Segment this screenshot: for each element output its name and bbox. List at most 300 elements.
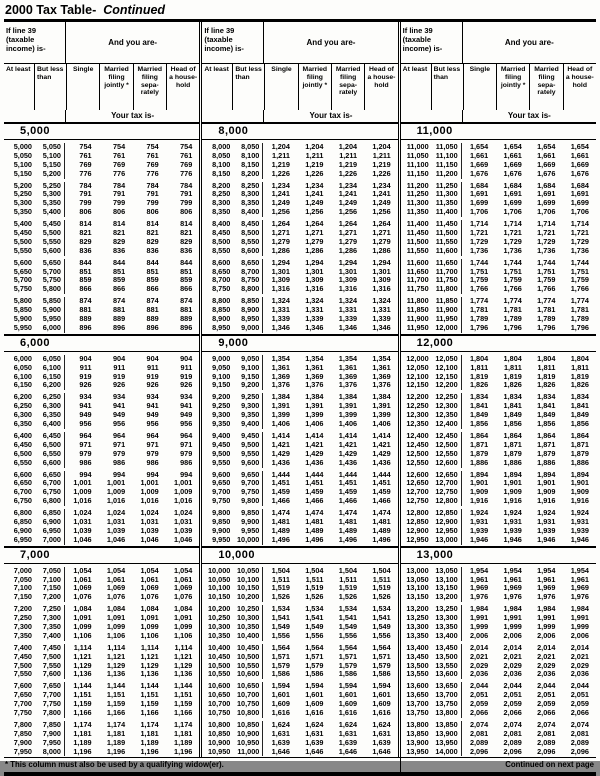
tax-amount-cell: 1,586	[338, 669, 358, 679]
tax-amount-cell: 1,654	[461, 143, 496, 152]
at-least-cell: 11,800	[406, 296, 429, 306]
tax-amount-cell: 2,089	[461, 739, 496, 748]
tax-amount-cell: 1,594	[305, 681, 324, 691]
tax-amount-cell: 1,174	[174, 719, 193, 729]
tax-amount-cell: 1,616	[305, 707, 324, 717]
tax-amount-cell: 2,044	[461, 682, 496, 691]
tax-amount-cell: 1,414	[262, 432, 297, 441]
income-header-label: If line 39 (taxable income) is-	[4, 22, 66, 63]
but-less-than-cell: 10,150	[237, 583, 260, 593]
at-least-cell: 8,300	[212, 198, 231, 208]
but-less-than-cell: 11,900	[435, 305, 458, 315]
tax-amount-cell: 1,646	[305, 746, 324, 756]
tax-amount-cell: 1,841	[461, 402, 496, 411]
tax-amount-cell: 1,564	[262, 644, 297, 653]
section-label: 12,000	[401, 334, 596, 352]
table-row	[4, 614, 199, 623]
tax-amount-cell: 1,879	[570, 448, 589, 458]
tax-amount-cell: 761	[146, 150, 159, 160]
tax-amount-cell: 1,849	[461, 411, 496, 420]
tax-amount-cell: 2,021	[461, 653, 496, 662]
but-less-than-cell: 10,650	[237, 681, 260, 691]
at-least-cell: 13,000	[406, 565, 429, 575]
at-least-cell: 5,250	[13, 189, 32, 199]
at-least-cell: 6,350	[13, 419, 32, 429]
tax-amount-cell: 1,144	[140, 681, 159, 691]
but-less-than-cell: 13,150	[435, 583, 458, 593]
tax-amount-cell: 1,436	[372, 457, 391, 467]
at-least-cell: 7,750	[13, 707, 32, 717]
tax-amount-cell: 1,369	[338, 371, 358, 381]
tax-amount-cell: 851	[180, 266, 193, 276]
tax-amount-cell: 1,796	[461, 324, 496, 333]
at-least-cell: 7,800	[13, 719, 32, 729]
table-row	[4, 285, 199, 294]
tax-amount-cell: 979	[112, 448, 126, 458]
table-row	[401, 518, 596, 527]
at-least-cell: 10,000	[208, 565, 231, 575]
but-less-than-cell: 6,800	[42, 496, 61, 506]
tax-amount-cell: 1,954	[537, 565, 556, 575]
tax-amount-cell: 1,001	[140, 478, 159, 488]
tax-amount-cell: 1,886	[503, 457, 522, 467]
at-least-cell: 7,250	[13, 613, 32, 623]
tax-amount-cell: 1,631	[262, 730, 297, 739]
tax-amount-cell: 1,924	[570, 508, 589, 518]
tax-amount-cell: 1,459	[372, 487, 391, 497]
table-row	[4, 632, 199, 641]
but-less-than-cell: 10,000	[237, 534, 260, 544]
table-row	[4, 381, 199, 390]
tax-amount-cell: 2,089	[537, 737, 556, 747]
but-less-than-cell: 5,050	[42, 142, 61, 151]
but-less-than-cell: 6,500	[42, 439, 61, 449]
but-less-than-cell: 9,400	[241, 419, 260, 429]
but-less-than-cell: 7,200	[42, 592, 61, 602]
at-least-cell: 8,550	[212, 245, 231, 255]
tax-amount-cell: 1,391	[372, 401, 391, 411]
tax-amount-cell: 979	[180, 448, 193, 458]
tax-amount-cell: 1,001	[174, 478, 193, 488]
tax-amount-cell: 934	[112, 392, 126, 402]
tax-amount-cell: 1,991	[537, 613, 556, 623]
tax-amount-cell: 1,369	[372, 371, 391, 381]
tax-amount-cell: 1,744	[537, 257, 556, 267]
tax-amount-cell: 1,894	[537, 469, 556, 479]
tax-amount-cell: 874	[112, 296, 126, 306]
table-row	[202, 324, 397, 333]
tax-amount-cell: 1,451	[305, 478, 324, 488]
but-less-than-cell: 5,700	[42, 266, 61, 276]
tax-amount-cell: 994	[64, 471, 99, 480]
tax-amount-cell: 1,676	[503, 168, 522, 178]
tax-amount-cell: 1,691	[461, 190, 496, 199]
table-row	[4, 488, 199, 497]
at-least-cell: 10,950	[208, 746, 231, 756]
tax-amount-cell: 956	[146, 419, 159, 429]
tax-amount-cell: 1,886	[461, 459, 496, 468]
but-less-than-cell: 11,200	[435, 168, 458, 178]
but-less-than-cell: 5,350	[42, 198, 61, 208]
but-less-than-cell: 6,700	[42, 478, 61, 488]
tax-amount-cell: 1,594	[338, 681, 358, 691]
tax-amount-cell: 1,916	[570, 496, 589, 506]
table-row	[202, 247, 397, 256]
table-row	[202, 605, 397, 614]
tax-amount-cell: 1,991	[503, 613, 522, 623]
tax-amount-cell: 1,339	[372, 314, 391, 324]
tax-amount-cell: 1,819	[537, 371, 556, 381]
tax-amount-cell: 1,481	[338, 516, 358, 526]
tax-amount-cell: 1,009	[174, 487, 193, 497]
but-less-than-cell: 7,950	[42, 737, 61, 747]
tax-amount-cell: 859	[64, 276, 99, 285]
tax-amount-cell: 1,121	[64, 653, 99, 662]
tax-amount-cell: 964	[146, 430, 159, 440]
table-row	[401, 450, 596, 459]
tax-amount-cell: 776	[64, 170, 99, 179]
tax-amount-cell: 1,564	[372, 642, 391, 652]
tax-amount-cell: 986	[180, 457, 193, 467]
but-less-than-cell: 9,900	[241, 516, 260, 526]
but-less-than-cell: 7,750	[42, 699, 61, 709]
but-less-than-cell: 5,950	[42, 314, 61, 324]
tax-amount-cell: 1,354	[372, 353, 391, 363]
but-less-than-cell: 5,750	[42, 275, 61, 285]
table-column-group	[398, 22, 596, 757]
tax-amount-cell: 1,039	[174, 525, 193, 535]
tax-amount-cell: 1,946	[570, 534, 589, 544]
tax-amount-cell: 1,286	[338, 245, 358, 255]
tax-amount-cell: 1,534	[372, 604, 391, 614]
at-least-cell: 12,100	[406, 371, 429, 381]
at-least-cell: 8,000	[212, 142, 231, 151]
tax-amount-cell: 1,399	[305, 410, 324, 420]
table-row	[401, 536, 596, 545]
tax-amount-cell: 1,024	[140, 508, 159, 518]
at-least-cell: 8,700	[212, 275, 231, 285]
but-less-than-cell: 11,850	[435, 296, 458, 306]
table-row	[202, 593, 397, 602]
tax-amount-cell: 971	[146, 439, 159, 449]
tax-amount-cell: 1,489	[262, 527, 297, 536]
tax-amount-cell: 1,204	[338, 142, 358, 151]
at-least-cell: 7,900	[13, 737, 32, 747]
at-least-cell: 9,400	[212, 430, 231, 440]
tax-amount-cell: 1,159	[64, 700, 99, 709]
at-least-cell: 10,500	[208, 660, 231, 670]
at-least-cell: 6,550	[13, 457, 32, 467]
tax-amount-cell: 1,571	[372, 651, 391, 661]
tax-amount-cell: 1,879	[503, 448, 522, 458]
but-less-than-cell: 8,300	[241, 189, 260, 199]
at-least-cell: 11,750	[406, 284, 429, 294]
but-less-than-cell: 8,750	[241, 275, 260, 285]
at-least-cell: 11,950	[406, 322, 429, 332]
table-row	[401, 190, 596, 199]
table-row	[401, 691, 596, 700]
at-least-cell: 10,700	[208, 699, 231, 709]
table-row	[401, 497, 596, 506]
at-least-cell: 5,950	[13, 322, 32, 332]
tax-amount-cell: 1,301	[305, 266, 324, 276]
tax-amount-cell: 2,029	[503, 660, 522, 670]
tax-amount-cell: 1,924	[503, 508, 522, 518]
tax-amount-cell: 1,166	[174, 707, 193, 717]
tax-amount-cell: 1,301	[372, 266, 391, 276]
table-row	[401, 268, 596, 277]
tax-amount-cell: 1,789	[503, 314, 522, 324]
tax-amount-cell: 1,631	[338, 728, 358, 738]
table-row	[202, 393, 397, 402]
tax-amount-cell: 1,196	[64, 748, 99, 757]
tax-amount-cell: 986	[146, 457, 159, 467]
tax-amount-cell: 1,789	[461, 315, 496, 324]
tax-amount-cell: 1,106	[106, 630, 126, 640]
table-row	[202, 364, 397, 373]
tax-amount-cell: 1,496	[338, 534, 358, 544]
tax-amount-cell: 1,076	[106, 592, 126, 602]
tax-amount-cell: 1,849	[570, 410, 589, 420]
tax-amount-cell: 1,084	[64, 605, 99, 614]
tax-amount-cell: 1,114	[140, 642, 159, 652]
table-row	[4, 593, 199, 602]
but-less-than-cell: 13,300	[435, 613, 458, 623]
tax-amount-cell: 1,789	[570, 314, 589, 324]
tax-amount-cell: 1,384	[305, 392, 324, 402]
but-less-than-cell: 7,400	[42, 630, 61, 640]
tax-amount-cell: 1,286	[262, 247, 297, 256]
but-less-than-cell: 12,250	[435, 392, 458, 402]
table-row	[401, 259, 596, 268]
but-less-than-cell: 8,150	[241, 159, 260, 169]
tax-amount-cell: 1,879	[537, 448, 556, 458]
tax-amount-cell: 1,016	[174, 496, 193, 506]
tax-amount-cell: 1,804	[537, 353, 556, 363]
at-least-cell: 5,000	[13, 142, 32, 151]
but-less-than-cell: 8,800	[241, 284, 260, 294]
tax-amount-cell: 956	[112, 419, 126, 429]
table-row	[202, 381, 397, 390]
table-row	[202, 518, 397, 527]
table-row	[401, 605, 596, 614]
but-less-than-cell: 8,850	[241, 296, 260, 306]
tax-amount-cell: 1,399	[372, 410, 391, 420]
at-least-cell: 9,550	[212, 457, 231, 467]
tax-amount-cell: 1,616	[338, 707, 358, 717]
table-row	[401, 355, 596, 364]
at-least-cell: 6,750	[13, 496, 32, 506]
tax-amount-cell: 1,136	[174, 669, 193, 679]
table-row	[202, 259, 397, 268]
tax-amount-cell: 1,474	[305, 508, 324, 518]
but-less-than-cell: 10,550	[237, 660, 260, 670]
but-less-than-cell: 8,650	[241, 257, 260, 267]
table-row	[4, 691, 199, 700]
tax-amount-cell: 1,354	[338, 353, 358, 363]
tax-amount-cell: 1,331	[372, 305, 391, 315]
but-less-than-cell: 6,000	[42, 322, 61, 332]
table-row	[4, 605, 199, 614]
tax-amount-cell: 1,159	[174, 699, 193, 709]
tax-amount-cell: 1,774	[461, 297, 496, 306]
table-row	[4, 709, 199, 718]
table-row	[401, 381, 596, 390]
tax-amount-cell: 1,909	[461, 488, 496, 497]
table-row	[202, 709, 397, 718]
tax-amount-cell: 1,339	[305, 314, 324, 324]
tax-amount-cell: 1,031	[140, 516, 159, 526]
tax-amount-cell: 1,669	[503, 159, 522, 169]
tax-amount-cell: 821	[146, 228, 159, 238]
at-least-cell: 6,600	[13, 469, 32, 479]
tax-amount-cell: 1,601	[262, 691, 297, 700]
table-row	[202, 306, 397, 315]
at-least-cell: 9,750	[212, 496, 231, 506]
at-least-cell: 10,850	[208, 728, 231, 738]
tax-amount-cell: 1,901	[461, 479, 496, 488]
tax-amount-cell: 1,894	[570, 469, 589, 479]
at-least-cell: 8,750	[212, 284, 231, 294]
table-row	[401, 285, 596, 294]
table-row	[401, 584, 596, 593]
tax-amount-cell: 1,174	[106, 719, 126, 729]
at-least-cell: 6,650	[13, 478, 32, 488]
tax-amount-cell: 1,751	[503, 266, 522, 276]
tax-amount-cell: 1,834	[537, 392, 556, 402]
table-row	[401, 247, 596, 256]
tax-amount-cell: 1,999	[537, 621, 556, 631]
tax-amount-cell: 1,781	[503, 305, 522, 315]
tax-amount-cell: 2,096	[461, 748, 496, 757]
tax-amount-cell: 1,226	[372, 168, 391, 178]
tax-amount-cell: 1,264	[372, 219, 391, 229]
but-less-than-cell: 6,850	[42, 508, 61, 518]
tax-amount-cell: 814	[180, 219, 193, 229]
tax-amount-cell: 1,804	[570, 353, 589, 363]
but-less-than-cell: 10,950	[237, 737, 260, 747]
table-row	[202, 220, 397, 229]
tax-amount-cell: 1,346	[262, 324, 297, 333]
tax-amount-cell: 1,549	[305, 621, 324, 631]
table-row	[4, 268, 199, 277]
tax-amount-cell: 874	[146, 296, 159, 306]
tax-amount-cell: 1,819	[570, 371, 589, 381]
tax-amount-cell: 911	[113, 362, 126, 372]
tax-amount-cell: 926	[64, 381, 99, 390]
tax-amount-cell: 1,601	[338, 690, 358, 700]
but-less-than-cell: 5,650	[42, 257, 61, 267]
table-row	[401, 471, 596, 480]
at-least-cell: 9,950	[212, 534, 231, 544]
at-least-cell: 8,800	[212, 296, 231, 306]
at-least-cell: 5,450	[13, 228, 32, 238]
tax-amount-cell: 2,051	[537, 690, 556, 700]
at-least-cell: 7,700	[13, 699, 32, 709]
tax-amount-cell: 1,579	[305, 660, 324, 670]
table-row	[202, 488, 397, 497]
tax-amount-cell: 1,759	[537, 275, 556, 285]
tax-amount-cell: 1,421	[338, 439, 358, 449]
tax-amount-cell: 1,556	[372, 630, 391, 640]
at-least-cell: 12,850	[406, 516, 429, 526]
but-less-than-cell: 13,650	[435, 681, 458, 691]
tax-amount-cell: 1,766	[570, 284, 589, 294]
tax-amount-cell: 836	[146, 245, 159, 255]
group-body	[4, 122, 199, 757]
but-less-than-cell: 5,100	[42, 150, 61, 160]
tax-amount-cell: 1,931	[461, 518, 496, 527]
at-least-cell: 12,450	[406, 439, 429, 449]
tax-amount-cell: 799	[146, 198, 159, 208]
tax-amount-cell: 1,496	[372, 534, 391, 544]
but-less-than-cell: 8,350	[241, 198, 260, 208]
tax-amount-cell: 2,081	[461, 730, 496, 739]
table-row	[202, 229, 397, 238]
at-least-cell: 7,050	[13, 574, 32, 584]
tax-amount-cell: 1,076	[174, 592, 193, 602]
table-row	[401, 229, 596, 238]
tax-amount-cell: 2,029	[537, 660, 556, 670]
table-row	[4, 441, 199, 450]
tax-amount-cell: 1,864	[461, 432, 496, 441]
tax-amount-cell: 919	[64, 373, 99, 382]
but-less-than-cell: 9,450	[241, 430, 260, 440]
table-row	[202, 208, 397, 217]
tax-amount-cell: 2,036	[461, 670, 496, 679]
tax-amount-cell: 1,511	[262, 576, 297, 585]
tax-amount-cell: 1,339	[338, 314, 358, 324]
table-row	[4, 143, 199, 152]
tax-amount-cell: 2,089	[503, 737, 522, 747]
tax-amount-cell: 1,009	[140, 487, 159, 497]
tax-amount-cell: 1,189	[174, 737, 193, 747]
tax-amount-cell: 1,744	[570, 257, 589, 267]
tax-amount-cell: 1,279	[372, 236, 391, 246]
at-least-cell: 5,650	[13, 266, 32, 276]
tax-amount-cell: 1,076	[140, 592, 159, 602]
at-least-cell: 10,800	[208, 719, 231, 729]
tax-amount-cell: 1,451	[372, 478, 391, 488]
tax-amount-cell: 1,526	[338, 592, 358, 602]
tax-amount-cell: 881	[64, 306, 99, 315]
tax-amount-cell: 941	[146, 401, 159, 411]
tax-amount-cell: 1,984	[570, 604, 589, 614]
table-row	[202, 632, 397, 641]
but-less-than-cell: 11,000	[237, 746, 260, 756]
but-less-than-cell: 9,800	[241, 496, 260, 506]
but-less-than-cell: 8,450	[241, 219, 260, 229]
but-less-than-cell: 11,450	[435, 219, 458, 229]
tax-amount-cell: 2,051	[503, 690, 522, 700]
tax-amount-cell: 1,669	[537, 159, 556, 169]
table-row	[401, 623, 596, 632]
at-least-cell: 13,250	[406, 613, 429, 623]
tax-amount-cell: 1,144	[106, 681, 126, 691]
your-tax-is-label: Your tax is-	[309, 111, 353, 120]
but-less-than-cell: 8,950	[241, 314, 260, 324]
but-less-than-cell: 8,000	[42, 746, 61, 756]
tax-amount-cell: 769	[64, 161, 99, 170]
at-least-cell: 11,350	[406, 207, 429, 217]
tax-amount-cell: 1,069	[64, 584, 99, 593]
tax-amount-cell: 881	[146, 305, 159, 315]
at-least-cell: 10,600	[208, 681, 231, 691]
at-least-cell: 13,050	[406, 574, 429, 584]
but-less-than-cell: 10,750	[237, 699, 260, 709]
table-row	[202, 411, 397, 420]
tax-amount-cell: 1,654	[537, 142, 556, 151]
